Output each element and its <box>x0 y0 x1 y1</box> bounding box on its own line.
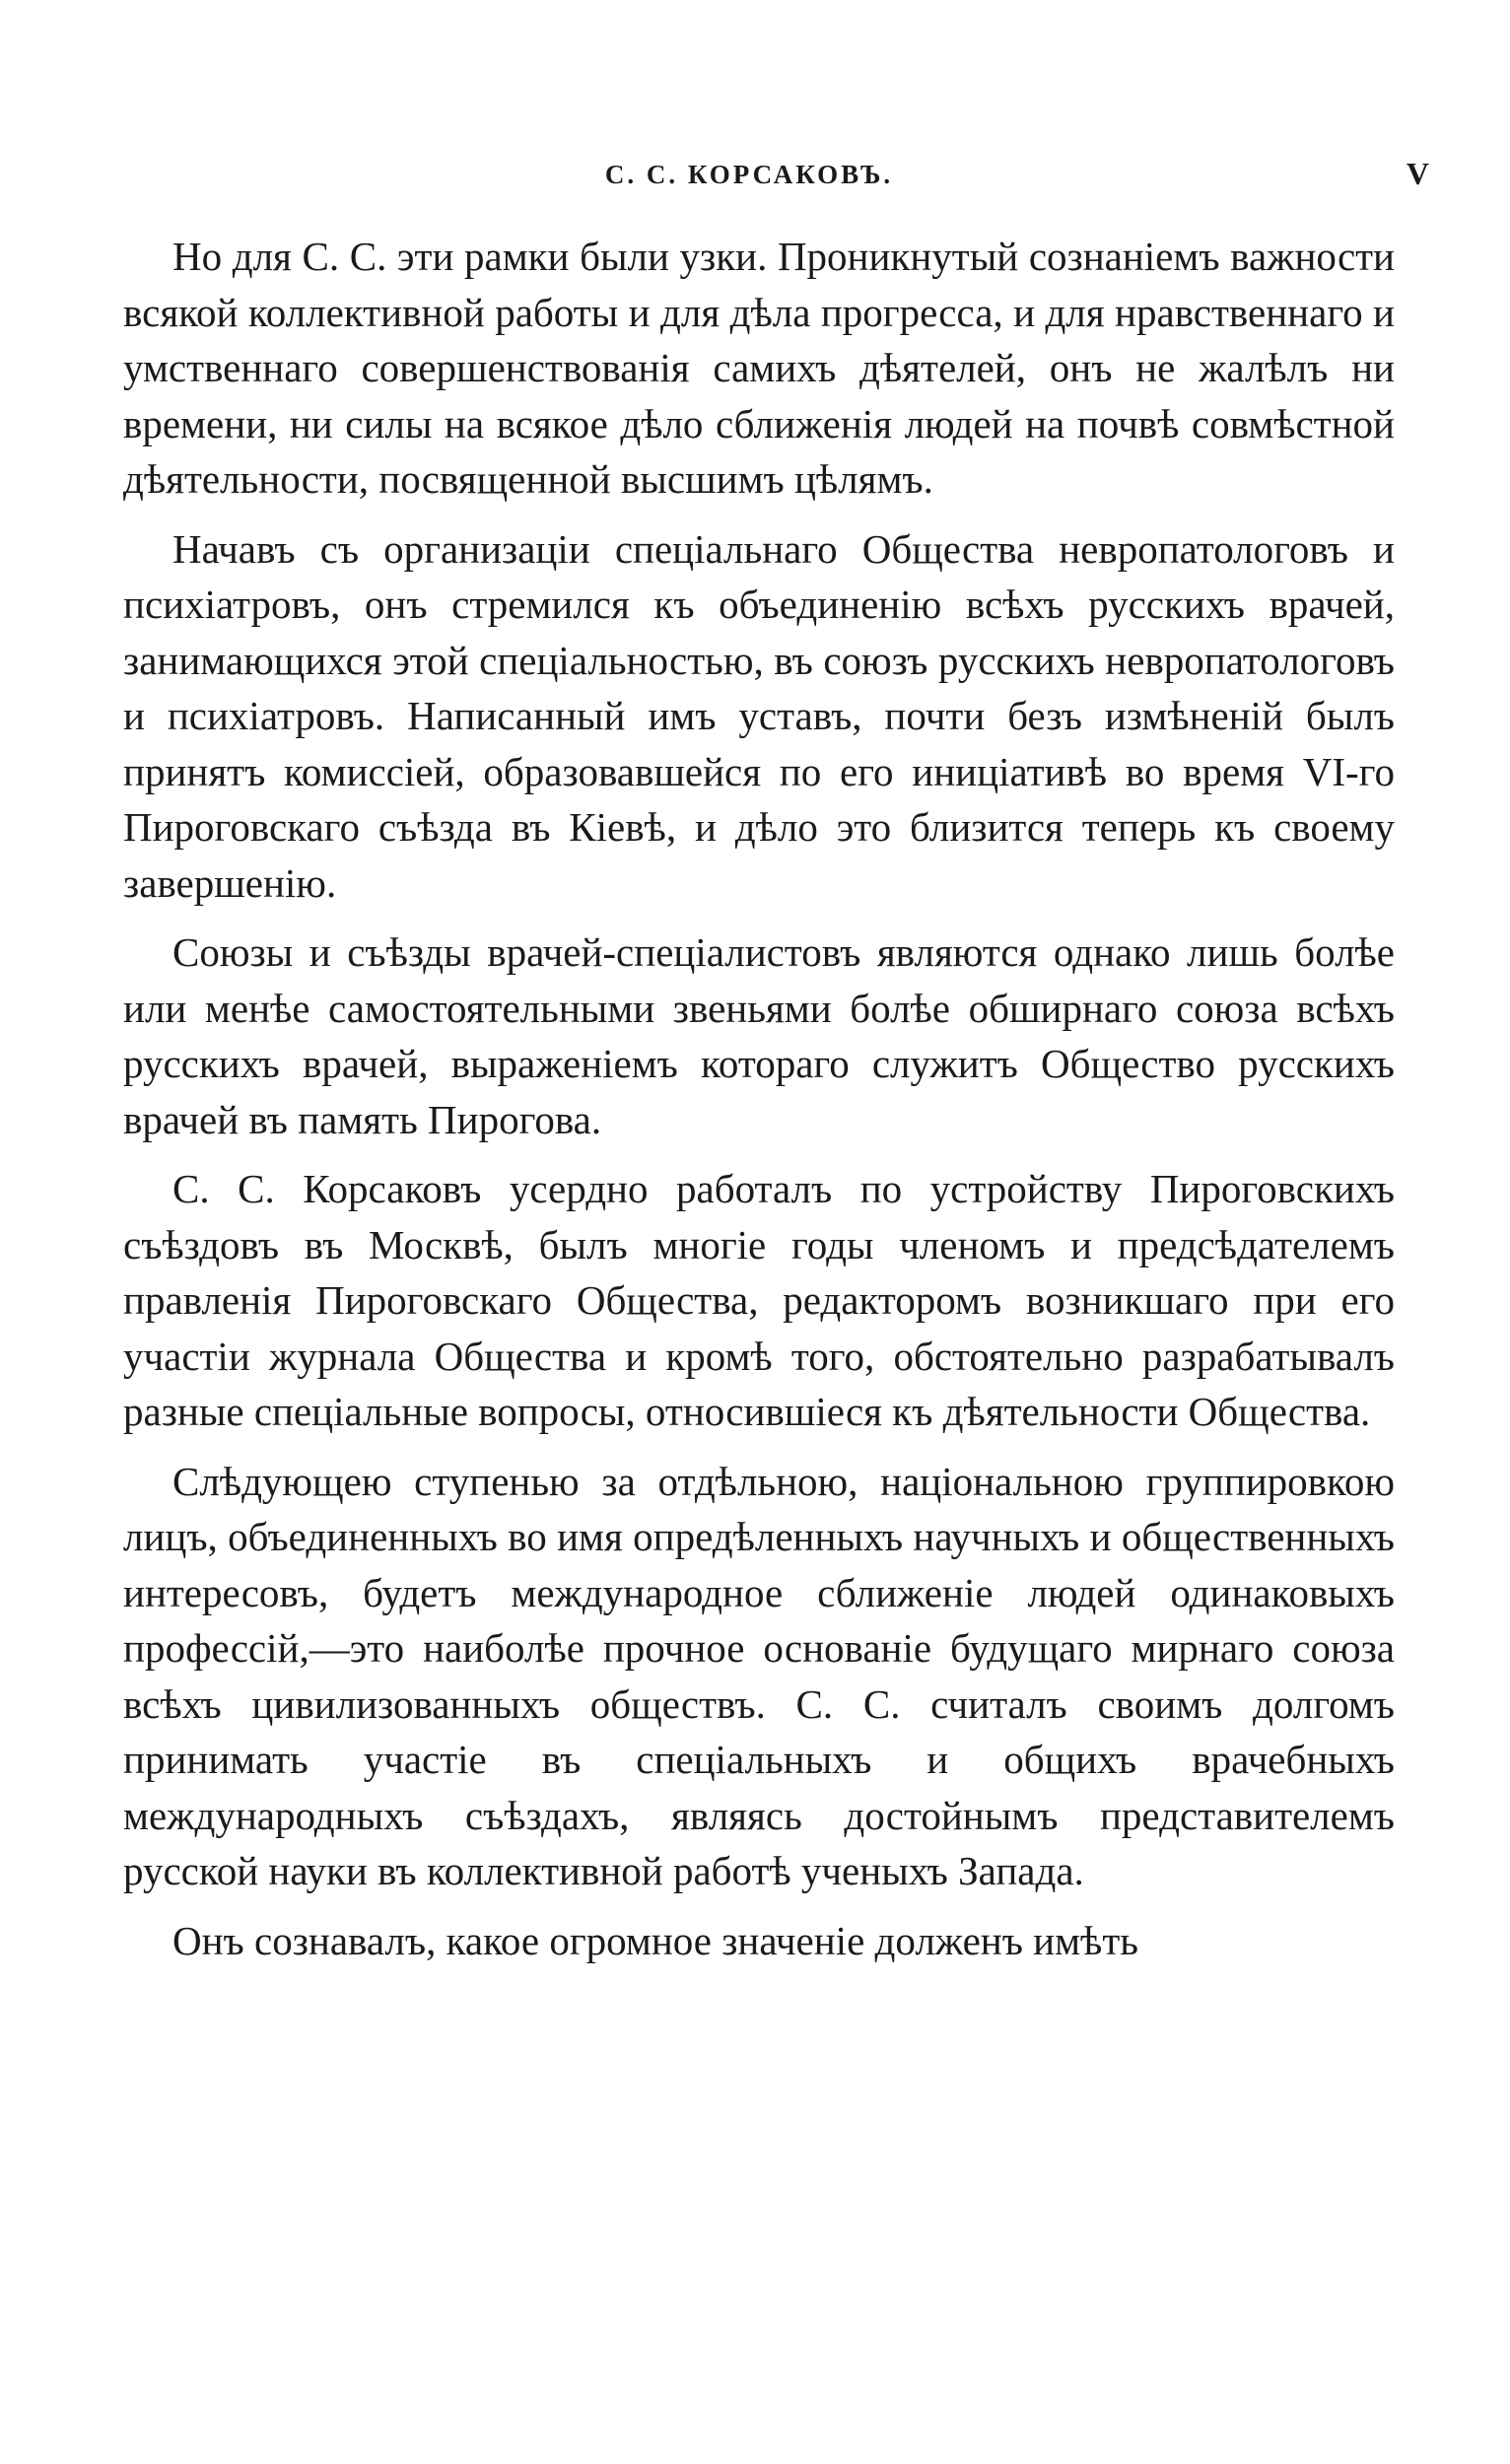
paragraph: Начавъ съ организаціи спеціальнаго Общества невропатологовъ и психіатровъ, онъ стремился къ объединенію всѣхъ русскихъ врачей, занимающихся этой спеціальностью, въ союзъ русскихъ невропатологовъ и психіатровъ. Написанный имъ уставъ, почти безъ измѣненій былъ принятъ комиссіей, образовавшейся по его иниціативѣ во время VI-го Пироговскаго съѣзда въ Кіевѣ, и дѣло это близится теперь къ своему завершенію. <box>123 525 1395 906</box>
running-header <box>0 156 1510 209</box>
paragraph: Но для С. С. эти рамки были узки. Проникнутый сознаніемъ важности всякой коллективной работы и для дѣла прогресса, и для нравственнаго и умственнаго совершенствованія самихъ дѣятелей, онъ не жалѣлъ ни времени, ни силы на всякое дѣло сближенія людей на почвѣ совмѣстной дѣятельности, посвященной высшимъ цѣлямъ. <box>123 234 1395 502</box>
paragraph: Онъ сознавалъ, какое огромное значеніе долженъ имѣть <box>172 1917 1138 1963</box>
paragraph: С. С. Корсаковъ усердно работалъ по устройству Пироговскихъ съѣздовъ въ Москвѣ, былъ многіе годы членомъ и предсѣдателемъ правленія Пироговскаго Общества, редакторомъ возникшаго при его участіи журнала Общества и кромѣ того, обстоятельно разрабатывалъ разные спеціальные вопросы, относившіеся къ дѣятельности Общества. <box>123 1166 1395 1434</box>
paragraph: Союзы и съѣзды врачей-спеціалистовъ являются однако лишь болѣе или менѣе самостоятельными звеньями болѣе обширнаго союза всѣхъ русскихъ врачей, выраженіемъ котораго служитъ Общество русскихъ врачей въ память Пирогова. <box>123 929 1395 1142</box>
body-text <box>123 229 1395 1968</box>
paragraph: Слѣдующею ступенью за отдѣльною, національною группировкою лицъ, объединенныхъ во имя опредѣленныхъ научныхъ и общественныхъ интересовъ, будетъ международное сближеніе людей одинаковыхъ профессій,—это наиболѣе прочное основаніе будущаго мирнаго союза всѣхъ цивилизованныхъ обществъ. С. С. считалъ своимъ долгомъ принимать участіе въ спеціальныхъ и общихъ врачебныхъ международныхъ съѣздахъ, являясь достойнымъ представителемъ русской науки въ коллективной работѣ ученыхъ Запада. <box>123 1458 1395 1893</box>
page-number: V <box>1406 156 1429 191</box>
running-title: С. С. КОРСАКОВЪ. <box>604 160 894 189</box>
